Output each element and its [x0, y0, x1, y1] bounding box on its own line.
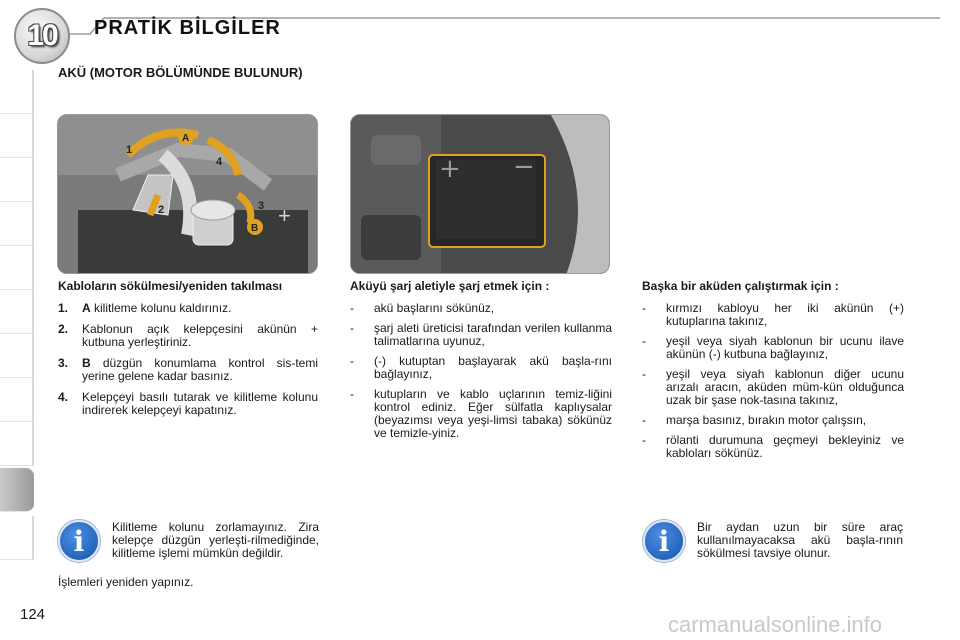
- chapter-tab[interactable]: [0, 378, 34, 422]
- list-item: [58, 391, 318, 417]
- callout-label: A: [182, 133, 190, 144]
- list-item: - şarj aleti üreticisi tarafından verilen kullanma talimatlarına uyunuz,: [350, 321, 612, 348]
- chapter-tab[interactable]: [0, 114, 34, 158]
- list-item-text: yeşil veya siyah kablonun diğer ucunu arızalı aracın, aküden müm-kün olduğunca uzak bir şase nok-tasına takınız,: [666, 367, 904, 407]
- step-number: 4.: [58, 390, 69, 404]
- chapter-badge: 10: [14, 8, 70, 64]
- chapter-tab[interactable]: [0, 422, 34, 466]
- chapter-tabs: [0, 70, 34, 580]
- info-icon: i: [58, 520, 100, 562]
- page-number: 124: [20, 606, 46, 623]
- list-item: - akü başlarını sökünüz,: [350, 301, 495, 315]
- callout-label: 3: [258, 200, 265, 212]
- chapter-tab[interactable]: [0, 290, 34, 334]
- step-number: 3.: [58, 356, 69, 370]
- info-icon: i: [643, 520, 685, 562]
- step-text: düzgün konumlama kontrol sis-temi yerine gelene kadar basınız.: [82, 356, 318, 383]
- plus-sign: +: [278, 203, 291, 228]
- list-item-text: (-) kutuptan başlayarak akü başla-rını bağlayınız,: [374, 354, 612, 381]
- callout-label: 1: [126, 144, 133, 156]
- chapter-tab[interactable]: [0, 202, 34, 246]
- page-title: PRATİK BİLGİLER: [94, 17, 281, 39]
- list-item: [58, 302, 318, 315]
- list-item-text: rölanti durumuna geçmeyi bekleyiniz ve kabloları sökünüz.: [666, 433, 904, 460]
- chapter-tab[interactable]: [0, 158, 34, 202]
- list-item-text: marşa basınız, bırakın motor çalışsın,: [666, 413, 867, 427]
- info-note-right: Bir aydan uzun bir süre araç kullanılmayacaksa akü başla-rının sökülmesi tavsiye olunur.: [697, 520, 903, 560]
- list-item: - rölanti durumuna geçmeyi bekleyiniz ve kabloları sökünüz.: [642, 433, 904, 460]
- battery-terminal-image: [57, 114, 318, 274]
- callout-label: B: [251, 223, 259, 234]
- step-bold: B: [82, 356, 91, 370]
- list-item: - kırmızı kabloyu her iki akünün (+) kutuplarına takınız,: [642, 301, 904, 328]
- list-item: - yeşil veya siyah kablonun diğer ucunu arızalı aracın, aküden müm-kün olduğunca uzak bir şase nok-tasına takınız,: [642, 367, 904, 407]
- step-number: 2.: [58, 322, 69, 336]
- jump-start-section: [642, 280, 904, 467]
- list-item: - marşa basınız, bırakın motor çalışsın,: [642, 413, 867, 427]
- list-item-text: akü başlarını sökünüz,: [374, 301, 495, 315]
- chapter-tab[interactable]: [0, 70, 34, 114]
- callout-label: 2: [158, 204, 165, 216]
- column-title: Başka bir aküden çalıştırmak için :: [642, 279, 839, 293]
- list-item: - yeşil veya siyah kablonun bir ucunu ilave akünün (-) kutbuna bağlayınız,: [642, 334, 904, 361]
- chapter-tab[interactable]: [0, 516, 34, 560]
- plus-terminal: +: [439, 154, 461, 184]
- minus-terminal: −: [513, 152, 535, 182]
- step-number: 1.: [58, 301, 69, 315]
- list-item-text: şarj aleti üreticisi tarafından verilen kullanma talimatlarına uyunuz,: [374, 321, 612, 348]
- list-item-text: kırmızı kabloyu her iki akünün (+) kutuplarına takınız,: [666, 301, 904, 328]
- list-item: [58, 323, 318, 349]
- chapter-tab[interactable]: [0, 334, 34, 378]
- chapter-tab-active[interactable]: [0, 468, 34, 512]
- section-title: AKÜ (MOTOR BÖLÜMÜNDE BULUNUR): [58, 65, 303, 80]
- watermark: carmanualsonline.info: [668, 612, 883, 637]
- callout-label: 4: [216, 156, 223, 168]
- list-item: [58, 357, 318, 383]
- info-note-left-2: İşlemleri yeniden yapınız.: [58, 575, 194, 589]
- chapter-tab[interactable]: [0, 246, 34, 290]
- column-title: Kabloların sökülmesi/yeniden takılması: [58, 279, 283, 293]
- cable-removal-section: [58, 280, 318, 425]
- column-title: Aküyü şarj aletiyle şarj etmek için :: [350, 279, 550, 293]
- list-item: - (-) kutuptan başlayarak akü başla-rını bağlayınız,: [350, 354, 612, 381]
- list-item: - kutupların ve kablo uçlarının temiz-liğini kontrol ediniz. Eğer sülfatla kaplıysalar (beyazımsı veya yeşi-limsi tabaka) sökünüz ve temizle-yiniz.: [350, 387, 612, 440]
- step-bold: A: [82, 301, 91, 315]
- battery-engine-image: [350, 114, 610, 274]
- step-text: Kablonun açık kelepçesini akünün + kutbuna yerleştiriniz.: [82, 322, 318, 349]
- step-text: Kelepçeyi basılı tutarak ve kilitleme kolunu indirerek kelepçeyi kapatınız.: [82, 390, 318, 417]
- list-item-text: yeşil veya siyah kablonun bir ucunu ilave akünün (-) kutbuna bağlayınız,: [666, 334, 904, 361]
- list-item-text: kutupların ve kablo uçlarının temiz-liğini kontrol ediniz. Eğer sülfatla kaplıysalar (beyazımsı veya yeşi-limsi tabaka) sökünüz ve temizle-yiniz.: [374, 387, 612, 440]
- charger-section: [350, 280, 612, 447]
- info-note-left: Kilitleme kolunu zorlamayınız. Zira kelepçe düzgün yerleşti-rilmediğinde, kilitleme işlemi mümkün değildir.: [112, 520, 319, 560]
- step-text: kilitleme kolunu kaldırınız.: [90, 301, 232, 315]
